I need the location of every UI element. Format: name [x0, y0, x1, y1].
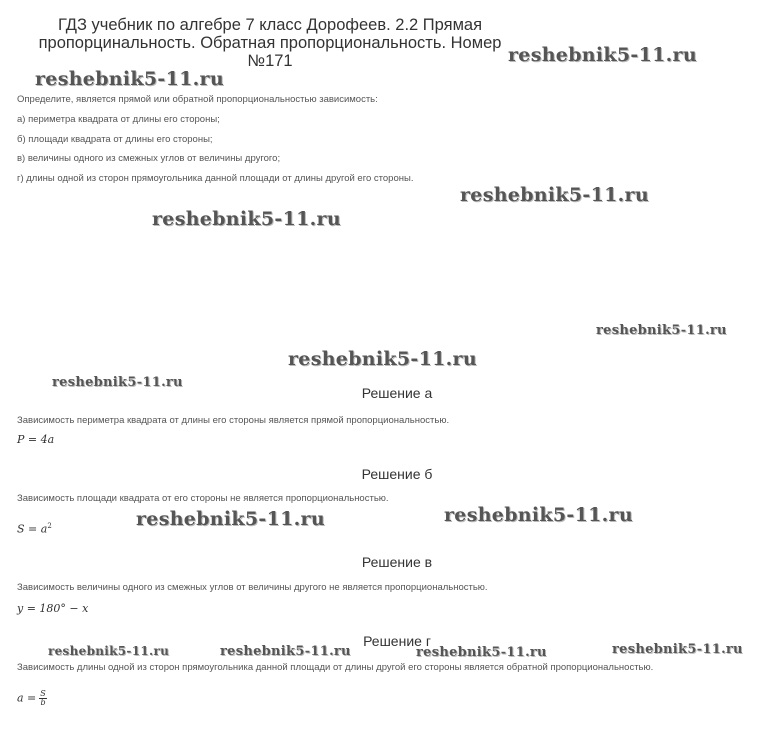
watermark: reshebnik5-11.ru [416, 645, 547, 660]
watermark: reshebnik5-11.ru [460, 184, 649, 206]
solution-d-formula-left: a = [17, 691, 37, 705]
solution-b-formula [17, 522, 52, 536]
fraction-numerator: S [40, 689, 46, 698]
watermark: reshebnik5-11.ru [596, 323, 727, 338]
watermark: reshebnik5-11.ru [444, 504, 633, 526]
task-item-a: а) периметра квадрата от длины его стороны; [17, 114, 220, 125]
watermark: reshebnik5-11.ru [35, 68, 224, 90]
page-title: ГДЗ учебник по алгебре 7 класс Дорофеев. 2.2 Прямая пропорцинальность. Обратная пропорциональность. Номер №171 [38, 16, 502, 70]
solution-a-text: Зависимость периметра квадрата от длины его стороны является прямой пропорциональностью. [17, 415, 450, 426]
solution-c-heading: Решение в [361, 554, 433, 570]
watermark: reshebnik5-11.ru [288, 348, 477, 370]
solution-b-formula-exponent: 2 [47, 522, 52, 530]
task-item-d: г) длины одной из сторон прямоугольника данной площади от длины другой его стороны. [17, 173, 414, 184]
fraction-denominator: b [40, 698, 46, 707]
solution-b-heading: Решение б [361, 466, 433, 482]
solution-d-formula [17, 690, 47, 707]
watermark: reshebnik5-11.ru [48, 644, 170, 658]
watermark: reshebnik5-11.ru [136, 508, 325, 530]
watermark: reshebnik5-11.ru [508, 44, 697, 66]
watermark: reshebnik5-11.ru [152, 208, 341, 230]
solution-b-text: Зависимость площади квадрата от его стороны не является пропорциональностью. [17, 493, 389, 504]
solution-d-text: Зависимость длины одной из сторон прямоугольника данной площади от длины другой его стороны является обратной пропорциональностью. [17, 662, 654, 673]
solution-d-heading: Решение г [363, 633, 431, 649]
task-item-b: б) площади квадрата от длины его стороны; [17, 134, 213, 145]
task-intro: Определите, является прямой или обратной пропорциональностью зависимость: [17, 94, 378, 105]
solution-c-formula: y = 180° − x [17, 602, 89, 615]
task-item-c: в) величины одного из смежных углов от величины другого; [17, 153, 281, 164]
solution-a-heading: Решение а [361, 385, 433, 401]
watermark: reshebnik5-11.ru [220, 644, 351, 659]
watermark: reshebnik5-11.ru [52, 375, 183, 390]
solution-b-formula-base: S = a [17, 522, 48, 536]
solution-a-formula: P = 4a [17, 433, 55, 446]
watermark: reshebnik5-11.ru [612, 642, 743, 657]
solution-c-text: Зависимость величины одного из смежных углов от величины другого не является пропорциональностью. [17, 582, 488, 593]
solution-d-fraction [39, 690, 46, 707]
